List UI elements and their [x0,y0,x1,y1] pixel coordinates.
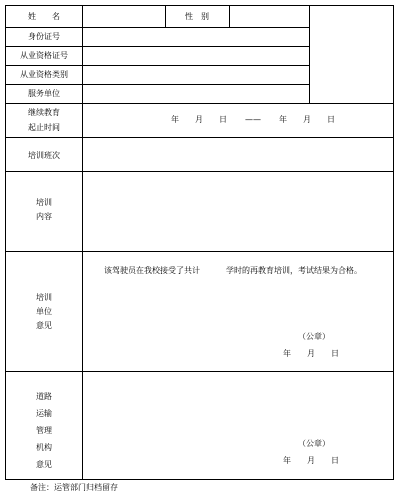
row-divider [6,46,309,47]
registration-form [5,5,394,480]
row-divider [6,371,393,372]
road-seal: （公章） [298,439,330,448]
date-separator: —— [245,115,261,124]
date-range [171,115,335,125]
row-divider [6,84,309,85]
row-divider [6,137,393,138]
unit-opinion-date: 年 月 日 [283,349,339,358]
row-divider [6,27,309,28]
qualification-type-label: 从业资格类别 [20,70,68,79]
row-divider [6,171,393,172]
label-column-divider [82,6,83,479]
gender-label: 性 别 [185,12,209,21]
id-number-label: 身份证号 [28,32,60,41]
training-unit-opinion-label: 培训 单位 意见 [36,293,52,330]
row-divider [6,65,309,66]
end-date: 年 月 日 [279,115,335,124]
row-divider [6,103,393,104]
training-content-label: 培训 内容 [36,198,52,221]
footer-note: 备注：运管部门归档留存 [30,483,118,492]
row-divider [6,251,393,252]
training-statement: 该驾驶员在我校接受了共计 学时的再教育培训，考试结果为合格。 [104,266,362,275]
photo-box-divider [309,6,310,103]
qualification-cert-label: 从业资格证号 [20,51,68,60]
service-unit-label: 服务单位 [28,89,60,98]
road-transport-opinion-label: 道路 运输 管理 机构 意见 [36,392,52,469]
unit-seal: （公章） [298,332,330,341]
edu-time-label-line2: 起止时间 [28,123,60,132]
name-label: 姓 名 [28,12,60,21]
training-sessions-label: 培训班次 [28,151,60,160]
edu-time-label-line1: 继续教育 [28,108,60,117]
gender-value-divider [229,6,230,27]
start-date: 年 月 日 [171,115,227,124]
road-opinion-date: 年 月 日 [283,456,339,465]
